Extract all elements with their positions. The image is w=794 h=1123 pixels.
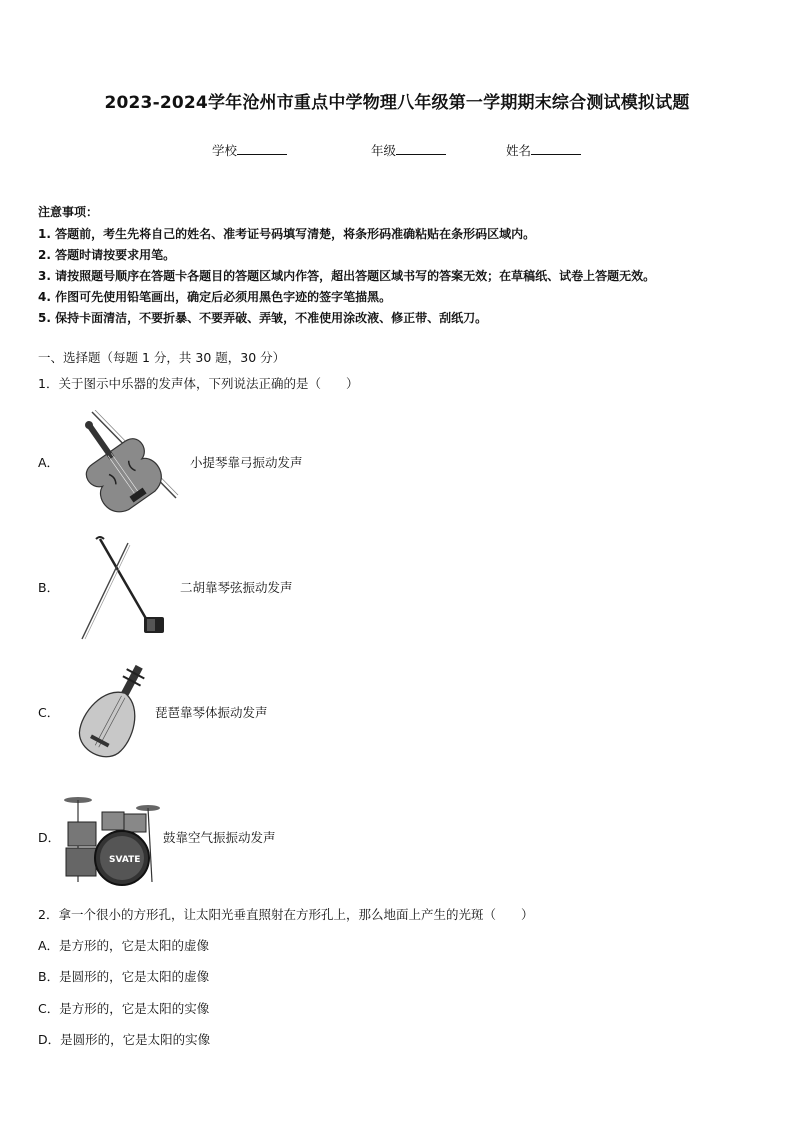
- q1-option-d-letter: D．: [38, 830, 61, 845]
- name-field[interactable]: 姓名: [506, 141, 581, 159]
- name-blank[interactable]: [531, 142, 581, 155]
- q1-option-b-text: 二胡靠琴弦振动发声: [180, 580, 293, 595]
- q2-option-a: A．是方形的，它是太阳的虚像: [38, 938, 210, 953]
- drum-kit-icon: [62, 786, 162, 892]
- note-item: 5. 保持卡面清洁，不要折暴、不要弄破、弄皱，不准使用涂改液、修正带、刮纸刀。: [38, 311, 488, 325]
- drum-brand-label: SVATE: [109, 855, 141, 865]
- q2-option-c: C．是方形的，它是太阳的实像: [38, 1001, 210, 1016]
- notes-block: [38, 203, 655, 329]
- q1-option-a-text: 小提琴靠弓振动发声: [190, 455, 303, 470]
- q1-option-c-text: 琵琶靠琴体振动发声: [155, 705, 268, 720]
- section-heading: 一、选择题（每题 1 分，共 30 题，30 分）: [38, 350, 286, 365]
- grade-blank[interactable]: [396, 142, 446, 155]
- school-blank[interactable]: [237, 142, 287, 155]
- note-item: 4. 作图可先使用铅笔画出，确定后必须用黑色字迹的签字笔描黑。: [38, 290, 392, 304]
- pipa-icon: [72, 658, 152, 766]
- note-item: 1. 答题前，考生先将自己的姓名、准考证号码填写清楚，将条形码准确粘贴在条形码区域内。: [38, 227, 536, 241]
- question-2-stem: 2．拿一个很小的方形孔，让太阳光垂直照射在方形孔上，那么地面上产生的光斑（ ）: [38, 907, 534, 922]
- q1-option-d-text: 鼓靠空气振振动发声: [163, 830, 276, 845]
- q1-option-c-letter: C．: [38, 705, 60, 720]
- exam-title: 2023-2024学年沧州市重点中学物理八年级第一学期期末综合测试模拟试题: [104, 93, 690, 113]
- erhu-icon: [70, 535, 170, 643]
- notes-heading: 注意事项：: [38, 205, 99, 219]
- question-1-stem: 1．关于图示中乐器的发声体，下列说法正确的是（ ）: [38, 376, 359, 391]
- school-field[interactable]: 学校: [212, 141, 287, 159]
- note-item: 2. 答题时请按要求用笔。: [38, 248, 176, 262]
- q1-option-b-letter: B．: [38, 580, 60, 595]
- note-item: 3. 请按照题号顺序在答题卡各题目的答题区域内作答，超出答题区域书写的答案无效；在草稿纸、试卷上答题无效。: [38, 269, 656, 283]
- violin-icon: [64, 410, 182, 518]
- q1-option-a-letter: A．: [38, 455, 60, 470]
- q2-option-b: B．是圆形的，它是太阳的虚像: [38, 969, 210, 984]
- q2-option-d: D．是圆形的，它是太阳的实像: [38, 1032, 211, 1047]
- grade-field[interactable]: 年级: [371, 141, 446, 159]
